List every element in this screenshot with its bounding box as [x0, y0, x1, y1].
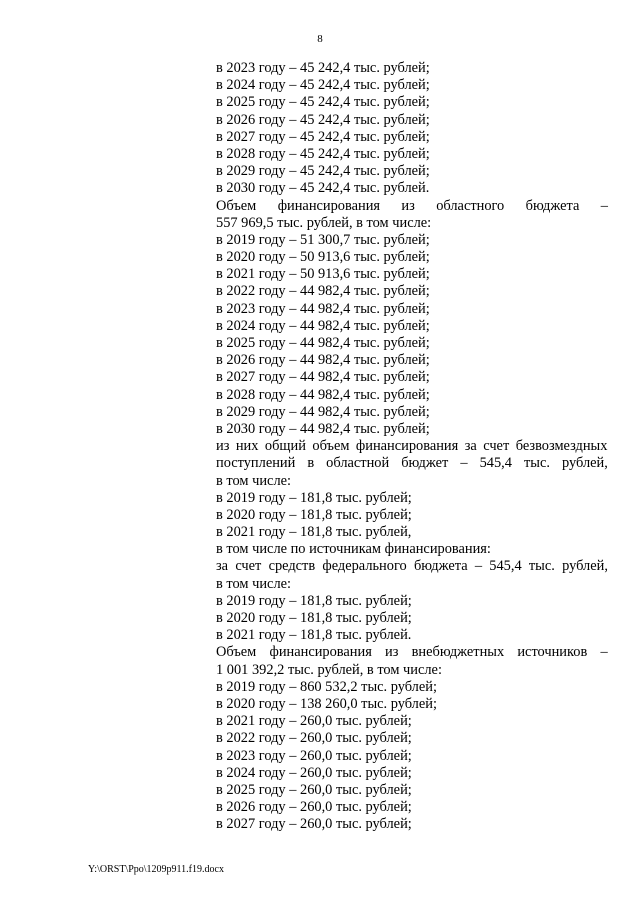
text-line: в том числе: — [216, 575, 292, 592]
text-line: 557 969,5 тыс. рублей, в том числе: — [216, 214, 432, 231]
text-line: в 2019 году – 860 532,2 тыс. рублей; — [216, 678, 437, 695]
text-line: в 2027 году – 45 242,4 тыс. рублей; — [216, 128, 430, 145]
text-line: в 2022 году – 260,0 тыс. рублей; — [216, 730, 412, 747]
text-line: в 2021 году – 181,8 тыс. рублей, — [216, 524, 412, 541]
text-line: в 2026 году – 45 242,4 тыс. рублей; — [216, 111, 430, 128]
document-body — [216, 60, 608, 833]
text-line: в 2020 году – 181,8 тыс. рублей; — [216, 506, 412, 523]
text-line: в 2024 году – 45 242,4 тыс. рублей; — [216, 77, 430, 94]
text-line: в 2028 году – 44 982,4 тыс. рублей; — [216, 386, 430, 403]
text-line: в 2023 году – 260,0 тыс. рублей; — [216, 747, 412, 764]
text-line: 1 001 392,2 тыс. рублей, в том числе: — [216, 661, 442, 678]
text-line: в 2024 году – 44 982,4 тыс. рублей; — [216, 317, 430, 334]
text-line: из них общий объем финансирования за счет безвозмездных — [216, 438, 608, 455]
text-line: в 2026 году – 44 982,4 тыс. рублей; — [216, 352, 430, 369]
text-line: в 2019 году – 181,8 тыс. рублей; — [216, 592, 412, 609]
text-line: в 2030 году – 44 982,4 тыс. рублей; — [216, 420, 430, 437]
text-line: в 2021 году – 181,8 тыс. рублей. — [216, 627, 412, 644]
text-line: в 2025 году – 44 982,4 тыс. рублей; — [216, 335, 430, 351]
text-line: в том числе по источникам финансирования: — [216, 541, 491, 558]
page-number: 8 — [317, 33, 323, 45]
text-line: в 2026 году – 260,0 тыс. рублей; — [216, 799, 412, 816]
text-line: Объем финансирования из областного бюджета – — [216, 197, 608, 214]
text-line: в 2020 году – 138 260,0 тыс. рублей; — [216, 695, 437, 712]
text-line: в 2027 году – 260,0 тыс. рублей; — [216, 816, 412, 833]
text-line: в 2022 году – 44 982,4 тыс. рублей; — [216, 283, 430, 300]
text-line: в 2025 году – 260,0 тыс. рублей; — [216, 781, 412, 798]
text-line: в 2028 году – 45 242,4 тыс. рублей; — [216, 145, 430, 162]
file-path-footer: Y:\ORST\Ppo\1209p911.f19.docx — [88, 864, 224, 875]
text-line: в 2023 году – 44 982,4 тыс. рублей; — [216, 300, 430, 317]
text-line: в 2021 году – 260,0 тыс. рублей; — [216, 713, 412, 730]
text-line: в 2021 году – 50 913,6 тыс. рублей; — [216, 266, 430, 283]
text-line: в 2024 году – 260,0 тыс. рублей; — [216, 764, 412, 781]
text-line: поступлений в областной бюджет – 545,4 тыс. рублей, — [216, 455, 608, 472]
text-line: в 2030 году – 45 242,4 тыс. рублей. — [216, 180, 430, 197]
text-line: в том числе: — [216, 472, 292, 489]
text-line: в 2027 году – 44 982,4 тыс. рублей; — [216, 369, 430, 386]
text-line: в 2029 году – 45 242,4 тыс. рублей; — [216, 163, 430, 180]
text-line: Объем финансирования из внебюджетных источников – — [216, 644, 608, 661]
text-line: в 2020 году – 181,8 тыс. рублей; — [216, 610, 412, 626]
text-line: в 2019 году – 51 300,7 тыс. рублей; — [216, 231, 430, 248]
text-line: за счет средств федерального бюджета – 545,4 тыс. рублей, — [216, 558, 608, 575]
text-line: в 2019 году – 181,8 тыс. рублей; — [216, 489, 412, 506]
text-line: в 2025 году – 45 242,4 тыс. рублей; — [216, 94, 430, 111]
text-line: в 2029 году – 44 982,4 тыс. рублей; — [216, 403, 430, 420]
text-line: в 2023 году – 45 242,4 тыс. рублей; — [216, 60, 430, 76]
text-line: в 2020 году – 50 913,6 тыс. рублей; — [216, 249, 430, 266]
